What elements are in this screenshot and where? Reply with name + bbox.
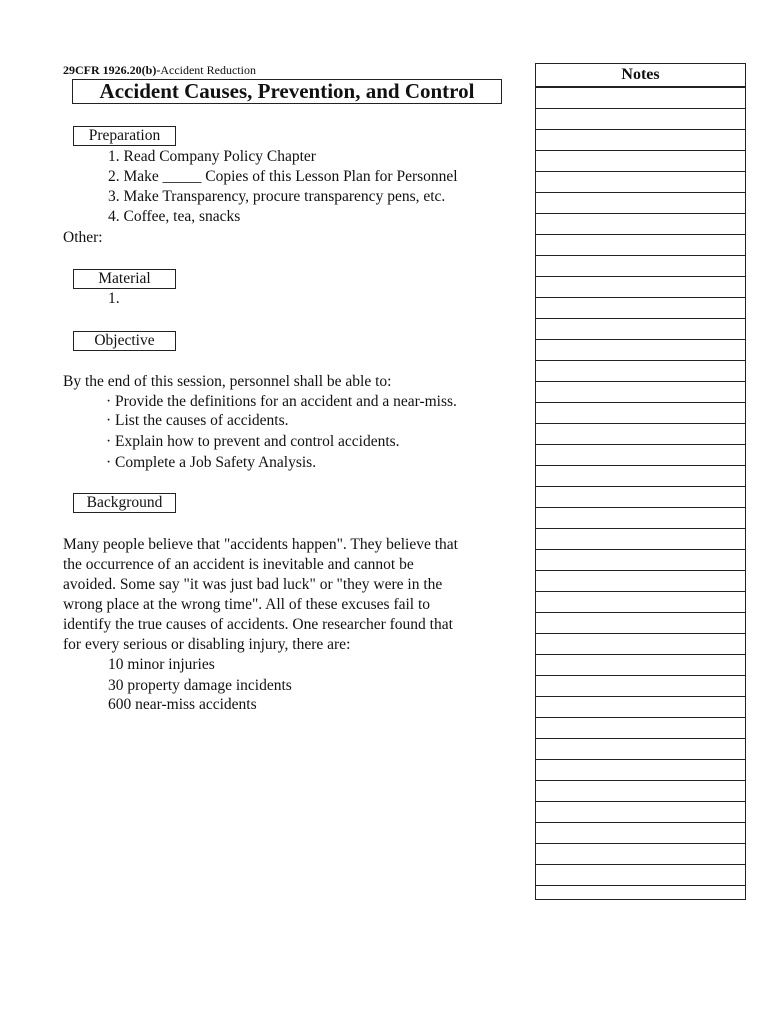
background-heading: Background (73, 493, 176, 513)
objective-item: · Provide the definitions for an accident and a near-miss. (106, 393, 457, 410)
objective-intro: By the end of this session, personnel shall be able to: (63, 373, 392, 390)
stat-item: 10 minor injuries (108, 656, 215, 673)
regulation-code: 29CFR 1926.20(b)- (63, 63, 161, 77)
preparation-heading: Preparation (73, 126, 176, 146)
paragraph-line: wrong place at the wrong time". All of these excuses fail to (63, 596, 431, 613)
material-item: 1. (108, 290, 120, 307)
preparation-item: 2. Make _____ Copies of this Lesson Plan for Personnel (108, 168, 458, 185)
stat-item: 600 near-miss accidents (108, 696, 257, 713)
preparation-item: 3. Make Transparency, procure transparency pens, etc. (108, 188, 446, 205)
paragraph-line: for every serious or disabling injury, there are: (63, 636, 351, 653)
objective-item: · List the causes of accidents. (106, 412, 289, 429)
paragraph-line: avoided. Some say "it was just bad luck" or "they were in the (63, 576, 443, 593)
other-label: Other: (63, 229, 103, 246)
objective-item: · Complete a Job Safety Analysis. (106, 454, 317, 471)
material-heading: Material (73, 269, 176, 289)
objective-item: · Explain how to prevent and control accidents. (106, 433, 400, 450)
notes-panel (535, 63, 746, 900)
notes-heading: Notes (536, 64, 745, 88)
background-paragraph (63, 535, 523, 655)
paragraph-line: the occurrence of an accident is inevitable and cannot be (63, 556, 414, 573)
page-title: Accident Causes, Prevention, and Control (72, 79, 502, 104)
regulation-reference (63, 63, 256, 77)
objective-heading: Objective (73, 331, 176, 351)
stat-item: 30 property damage incidents (108, 677, 292, 694)
preparation-item: 1. Read Company Policy Chapter (108, 148, 316, 165)
paragraph-line: Many people believe that "accidents happen". They believe that (63, 536, 458, 553)
notes-ruled-lines (536, 88, 745, 899)
paragraph-line: identify the true causes of accidents. One researcher found that (63, 616, 453, 633)
regulation-topic: Accident Reduction (160, 63, 256, 77)
preparation-item: 4. Coffee, tea, snacks (108, 208, 241, 225)
